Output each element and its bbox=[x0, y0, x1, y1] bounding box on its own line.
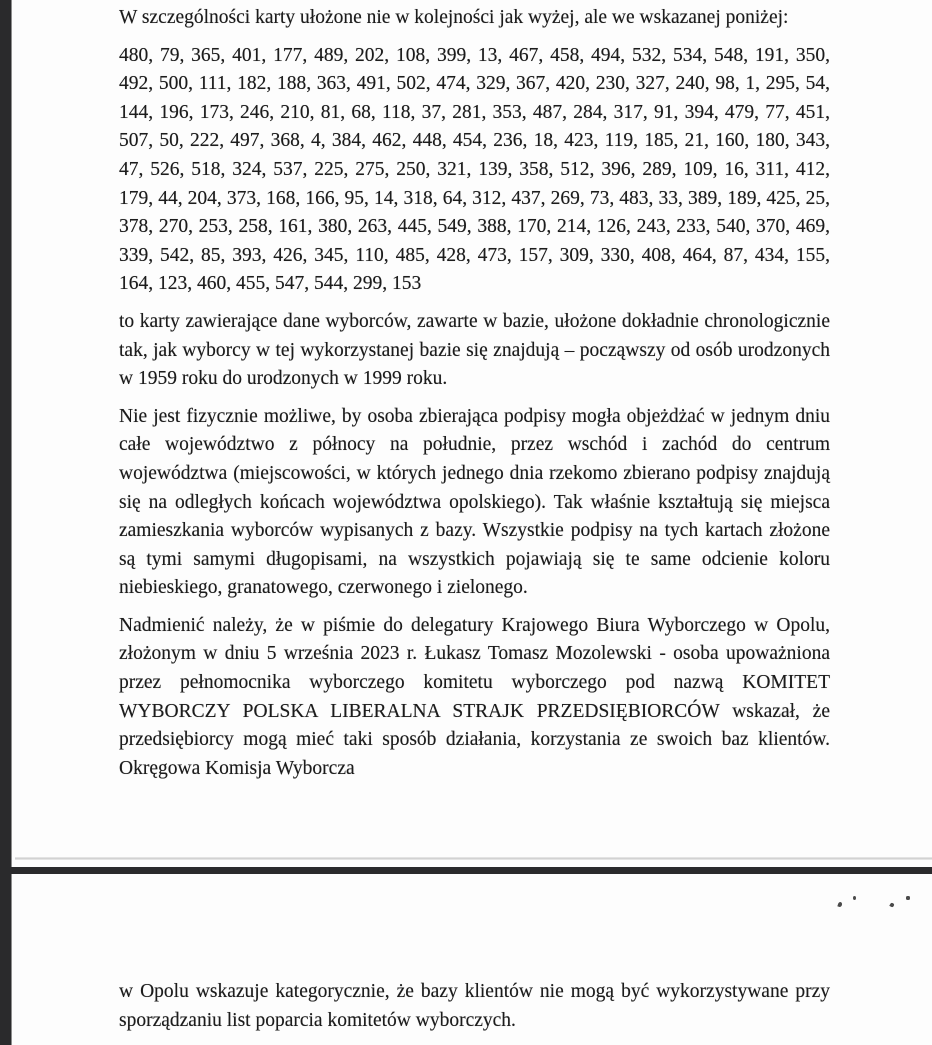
paragraph-territory: Nie jest fizycznie możliwe, by osoba zbierająca podpisy mogła objeżdżać w jednym dniu całe województwo z północy na południe, przez wschód i zachód do centrum województwa (miejscowości, w których jednego dnia rzekomo zbierano podpisy znajdują się na odległych końcach województwa opolskiego). Tak właśnie kształtują się miejsca zamieszkania wyborców wypisanych z bazy. Wszystkie podpisy na tych kartach złożone są tymi samymi długopisami, na wszystkich pojawiają się te same odcienie koloru niebieskiego, granatowego, czerwonego i zielonego. bbox=[119, 405, 830, 599]
page1-text-block bbox=[119, 4, 830, 792]
paragraph-conclusion: w Opolu wskazuje kategorycznie, że bazy klientów nie mogą być wykorzystywane przy sporządzaniu list poparcia komitetów wyborczych. bbox=[119, 981, 830, 1031]
card-numbers-list: 480, 79, 365, 401, 177, 489, 202, 108, 399, 13, 467, 458, 494, 532, 534, 548, 191, 350, 492, 500, 111, 182, 188, 363, 491, 502, 474, 329, 367, 420, 230, 327, 240, 98, 1, 295, 54, 144, 196, 173, 246, 210, 81, 68, 118, 37, 281, 353, 487, 284, 317, 91, 394, 479, 77, 451, 507, 50, 222, 497, 368, 4, 384, 462, 448, 454, 236, 18, 423, 119, 185, 21, 160, 180, 343, 47, 526, 518, 324, 537, 225, 275, 250, 321, 139, 358, 512, 396, 289, 109, 16, 311, 412, 179, 44, 204, 373, 168, 166, 95, 14, 318, 64, 312, 437, 269, 73, 483, 33, 389, 189, 425, 25, 378, 270, 253, 258, 161, 380, 263, 445, 549, 388, 170, 214, 126, 243, 233, 540, 370, 469, 339, 542, 85, 393, 426, 345, 110, 485, 428, 473, 157, 309, 330, 408, 464, 87, 434, 155, 164, 123, 460, 455, 547, 544, 299, 153 bbox=[119, 44, 830, 295]
paragraph-intro: W szczególności karty ułożone nie w kolejności jak wyżej, ale we wskazanej poniżej: bbox=[119, 7, 789, 28]
page-bottom-edge-shadow bbox=[15, 857, 932, 860]
scanned-page-1 bbox=[11, 0, 932, 867]
ink-speck bbox=[906, 896, 910, 900]
ink-speck bbox=[853, 896, 856, 900]
paragraph-chronology: to karty zawierające dane wyborców, zawarte w bazie, ułożone dokładnie chronologicznie tak, jak wyborcy w tej wykorzystanej bazie się znajdują – począwszy od osób urodzonych w 1959 roku do urodzonych w 1999 roku. bbox=[119, 310, 830, 390]
scanned-page-2 bbox=[11, 874, 932, 1045]
paragraph-nadmienic: Nadmienić należy, że w piśmie do delegatury Krajowego Biura Wyborczego w Opolu, złożonym w dniu 5 września 2023 r. Łukasz Tomasz Mozolewski - osoba upoważniona przez pełnomocnika wyborczego komitetu wyborczego pod nazwą KOMITET WYBORCZY POLSKA LIBERALNA STRAJK PRZEDSIĘBIORCÓW wskazał, że przedsiębiorcy mogą mieć taki sposób działania, korzystania ze swoich baz klientów. Okręgowa Komisja Wyborcza bbox=[119, 614, 830, 779]
page2-text-block bbox=[119, 978, 830, 1044]
ink-speck bbox=[889, 902, 894, 907]
ink-speck bbox=[837, 902, 842, 908]
